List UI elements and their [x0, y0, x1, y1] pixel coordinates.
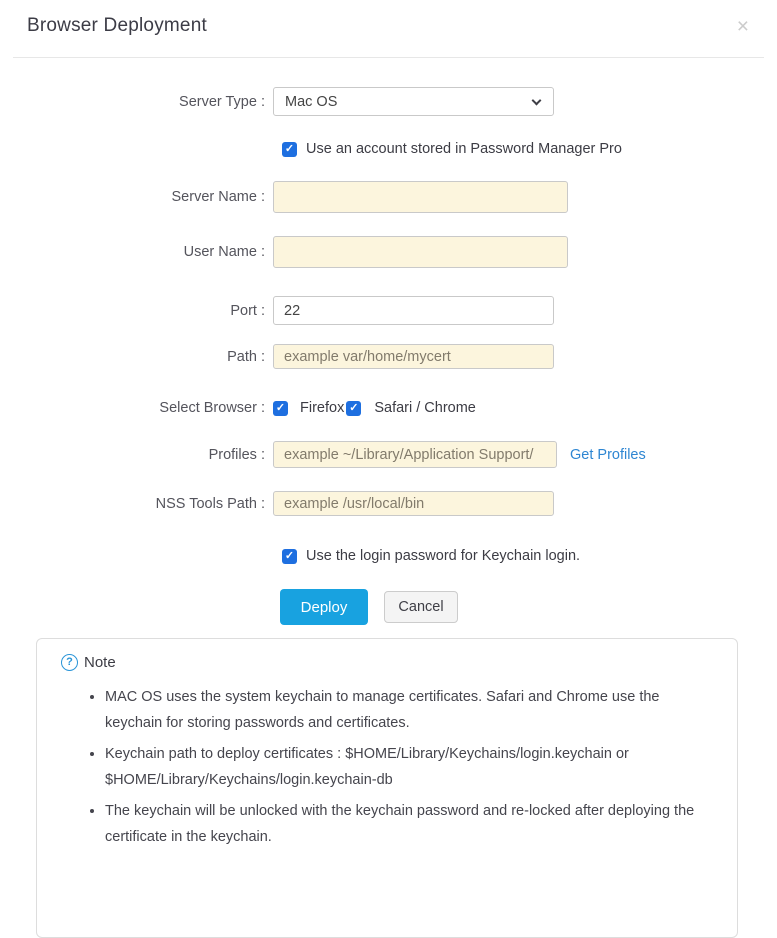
note-header [61, 654, 737, 671]
nss-tools-path-input[interactable] [273, 491, 554, 516]
keychain-checkbox-label: Use the login password for Keychain login. [306, 548, 581, 564]
pmp-account-checkbox[interactable]: ✓ [282, 142, 297, 157]
help-icon: ? [61, 654, 78, 671]
deploy-button[interactable]: Deploy [280, 589, 368, 625]
note-bullet: • MAC OS uses the system keychain to manage certificates. Safari and Chrome use the keychain for storing passwords and certificates. [105, 684, 705, 736]
user-name-label: User Name : [183, 244, 265, 260]
profiles-row [0, 441, 646, 468]
note-panel [36, 638, 738, 938]
page-title: Browser Deployment [27, 15, 207, 36]
chevron-down-icon [532, 96, 542, 106]
cancel-button[interactable]: Cancel [384, 591, 458, 623]
select-browser-label: Select Browser : [159, 400, 265, 416]
path-label: Path : [227, 348, 265, 365]
user-name-row [0, 236, 568, 268]
path-input[interactable] [273, 344, 554, 369]
user-name-input[interactable] [273, 236, 568, 268]
get-profiles-link[interactable]: Get Profiles [570, 446, 646, 463]
port-input[interactable] [273, 296, 554, 325]
safari-chrome-checkbox-label: Safari / Chrome [374, 400, 476, 416]
nss-tools-path-row [0, 491, 554, 516]
server-name-label: Server Name : [171, 189, 265, 205]
server-type-label: Server Type : [179, 93, 265, 110]
firefox-checkbox-label: Firefox [300, 400, 345, 416]
note-bullet: • The keychain will be unlocked with the keychain password and re-locked after deploying the certificate in the keychain. [105, 798, 705, 850]
header-divider [13, 57, 764, 58]
safari-chrome-checkbox[interactable]: ✓ [346, 401, 361, 416]
firefox-checkbox[interactable]: ✓ [273, 401, 288, 416]
server-type-row [0, 87, 554, 116]
port-row [0, 296, 554, 325]
keychain-login-checkbox[interactable]: ✓ [282, 549, 297, 564]
note-title: Note [84, 654, 116, 671]
profiles-label: Profiles : [208, 446, 265, 463]
close-icon[interactable]: × [736, 15, 749, 38]
server-type-select[interactable] [273, 87, 554, 116]
nss-tools-path-label: NSS Tools Path : [155, 495, 265, 512]
pmp-account-checkbox-row [282, 141, 622, 157]
note-bullet-list [37, 684, 737, 850]
pmp-account-checkbox-label: Use an account stored in Password Manager Pro [306, 141, 622, 157]
path-row [0, 344, 554, 369]
profiles-input[interactable] [273, 441, 557, 468]
port-label: Port : [230, 302, 265, 319]
select-browser-row [0, 400, 476, 416]
note-bullet: • Keychain path to deploy certificates : $HOME/Library/Keychains/login.keychain or $HOME/Library/Keychains/login.keychain-db [105, 741, 705, 793]
server-type-selected-value: Mac OS [285, 93, 338, 110]
keychain-checkbox-row [282, 548, 580, 564]
server-name-row [0, 181, 568, 213]
server-name-input[interactable] [273, 181, 568, 213]
